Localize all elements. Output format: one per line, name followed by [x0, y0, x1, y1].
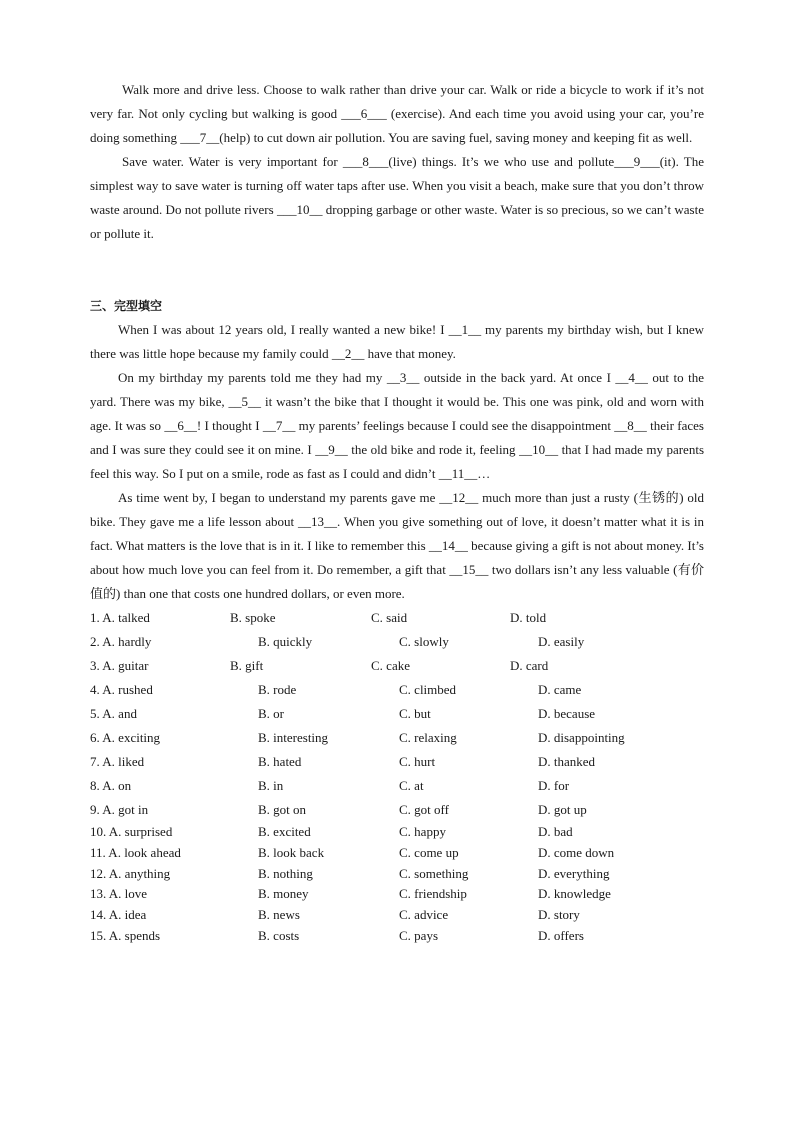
- document-page: [90, 78, 704, 947]
- option-d: D. easily: [538, 634, 585, 649]
- option-row-2: [90, 630, 704, 654]
- passage-paragraph-walk: Walk more and drive less. Choose to walk rather than drive your car. Walk or ride a bicycle to work if it’s not very far. Not only cycling but walking is good ___6___ (exercise). And each time you avoid using your car, you’re doing something ___7__(help) to cut down air pollution. You are saving fuel, saving money and keeping fit as well.: [90, 82, 704, 145]
- option-c: C. advice: [399, 907, 449, 923]
- option-d: D. for: [538, 778, 570, 793]
- option-b: B. interesting: [258, 730, 329, 745]
- option-b: B. costs: [258, 927, 300, 943]
- section-title: 三、完型填空: [90, 299, 163, 313]
- option-d: D. disappointing: [538, 730, 625, 745]
- option-d: D. everything: [538, 865, 610, 881]
- option-c: C. relaxing: [399, 730, 457, 745]
- option-d: D. story: [538, 907, 580, 923]
- option-a: 9. A. got in: [90, 802, 149, 817]
- option-a: 1. A. talked: [90, 610, 150, 625]
- option-row-5: [90, 702, 704, 726]
- option-row-7: [90, 750, 704, 774]
- option-b: B. nothing: [258, 865, 313, 881]
- option-c: C. something: [399, 865, 469, 881]
- option-row-10: [90, 822, 704, 843]
- option-d: D. got up: [538, 802, 587, 817]
- option-a: 11. A. look ahead: [90, 844, 181, 860]
- option-row-8: [90, 774, 704, 798]
- passage-paragraph-water: Save water. Water is very important for ___8___(live) things. It’s we who use and pollute___9___(it). The simplest way to save water is turning off water taps after use. When you visit a beach, make sure that you don’t throw waste around. Do not pollute rivers ___10__ dropping garbage or other waste. Water is so precious, so we can’t waste or pollute it.: [90, 154, 704, 241]
- option-a: 15. A. spends: [90, 927, 161, 943]
- cloze-paragraph-2: On my birthday my parents told me they had my __3__ outside in the back yard. At once I __4__ out to the yard. There was my bike, __5__ it wasn’t the bike that I thought it would be. This one was pink, old and worn with age. It was so __6__! I thought I __7__ my parents’ feelings because I could see the disappointment __8__ their faces and I was sure they could see it on mine. I __9__ the old bike and rode it, feeling __10__ that I had made my parents feel this way. So I put on a smile, rode as fast as I could and didn’t __11__…: [90, 370, 704, 481]
- option-b: B. look back: [258, 844, 325, 860]
- option-d: D. thanked: [538, 754, 596, 769]
- option-d: D. came: [538, 682, 582, 697]
- option-a: 3. A. guitar: [90, 658, 149, 673]
- option-b: B. got on: [258, 802, 307, 817]
- option-a: 4. A. rushed: [90, 682, 153, 697]
- option-a: 2. A. hardly: [90, 634, 152, 649]
- option-a: 6. A. exciting: [90, 730, 161, 745]
- option-c: C. friendship: [399, 886, 467, 902]
- option-d: D. come down: [538, 844, 615, 860]
- option-c: C. cake: [371, 658, 410, 673]
- option-d: D. offers: [538, 927, 584, 943]
- option-row-9: [90, 798, 704, 822]
- option-d: D. because: [538, 706, 596, 721]
- option-row-11: [90, 843, 704, 864]
- option-d: D. knowledge: [538, 886, 611, 902]
- option-a: 12. A. anything: [90, 865, 171, 881]
- option-c: C. got off: [399, 802, 449, 817]
- option-d: D. told: [510, 610, 547, 625]
- cloze-paragraph-1: When I was about 12 years old, I really wanted a new bike! I __1__ my parents my birthday wish, but I knew there was little hope because my family could __2__ have that money.: [90, 322, 704, 361]
- option-c: C. slowly: [399, 634, 449, 649]
- option-row-6: [90, 726, 704, 750]
- option-row-12: [90, 864, 704, 885]
- option-a: 8. A. on: [90, 778, 132, 793]
- option-b: B. hated: [258, 754, 302, 769]
- option-a: 14. A. idea: [90, 907, 147, 923]
- option-row-15: [90, 926, 704, 947]
- cloze-paragraph-3: As time went by, I began to understand my parents gave me __12__ much more than just a rusty (生锈的) old bike. They gave me a life lesson about __13__. When you give something out of love, it doesn’t matter what it is in fact. What matters is the love that is in it. I like to remember this __14__ because giving a gift is not about money. It’s about how much love you can feel from it. Do remember, a gift that __15__ two dollars isn’t any less valuable (有价值的) than one that costs one hundred dollars, or even more.: [90, 490, 704, 601]
- option-row-4: [90, 678, 704, 702]
- option-c: C. but: [399, 706, 431, 721]
- option-c: C. said: [371, 610, 408, 625]
- option-c: C. climbed: [399, 682, 457, 697]
- option-c: C. hurt: [399, 754, 436, 769]
- option-row-1: [90, 606, 704, 630]
- option-b: B. quickly: [258, 634, 313, 649]
- option-a: 5. A. and: [90, 706, 137, 721]
- option-b: B. rode: [258, 682, 297, 697]
- option-b: B. news: [258, 907, 300, 923]
- section-spacer: [90, 246, 704, 294]
- option-a: 13. A. love: [90, 886, 148, 902]
- option-b: B. in: [258, 778, 284, 793]
- option-b: B. spoke: [230, 610, 276, 625]
- option-row-14: [90, 905, 704, 926]
- option-d: D. card: [510, 658, 549, 673]
- option-c: C. at: [399, 778, 424, 793]
- option-a: 7. A. liked: [90, 754, 145, 769]
- option-c: C. come up: [399, 844, 459, 860]
- option-row-13: [90, 884, 704, 905]
- option-row-3: [90, 654, 704, 678]
- option-b: B. or: [258, 706, 284, 721]
- option-c: C. happy: [399, 824, 446, 839]
- option-b: B. gift: [230, 658, 264, 673]
- option-c: C. pays: [399, 927, 438, 943]
- option-b: B. money: [258, 886, 309, 902]
- option-b: B. excited: [258, 824, 311, 839]
- option-a: 10. A. surprised: [90, 824, 173, 839]
- option-d: D. bad: [538, 824, 573, 839]
- options-list: [90, 606, 704, 947]
